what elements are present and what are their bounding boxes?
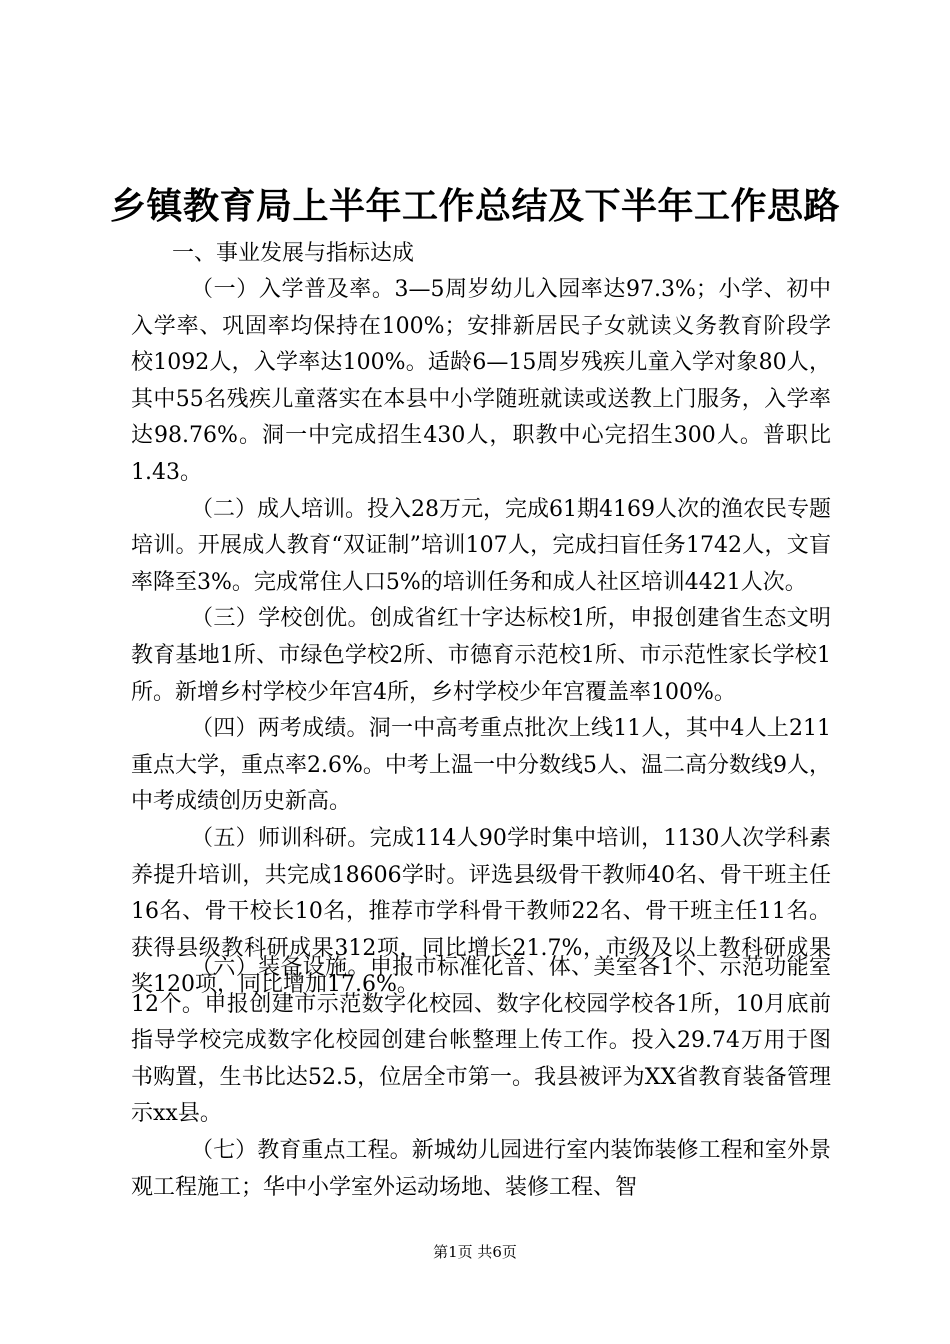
paragraph-exam-results: （四）两考成绩。洞一中高考重点批次上线11人，其中4人上211重点大学，重点率2.6%。中考上温一中分数线5人、温二高分数线9人，中考成绩创历史新高。 [131, 716, 831, 815]
section-heading: 一、事业发展与指标达成 [172, 241, 415, 266]
paragraph-adult-training: （二）成人培训。投入28万元，完成61期4169人次的渔农民专题培训。开展成人教育“双证制”培训107人，完成扫盲任务1742人，文盲率降至3%。完成常住人口5%的培训任务和成人社区培训4421人次。 [131, 496, 831, 595]
paragraph-key-projects: （七）教育重点工程。新城幼儿园进行室内装饰装修工程和室外景观工程施工；华中小学室外运动场地、装修工程、智 [131, 1137, 831, 1200]
paragraph-teacher-training: （五）师训科研。完成114人90学时集中培训，1130人次学科素养提升培训，共完成18606学时。评选县级骨干教师40名、骨干班主任16名、骨干校长10名，推荐市学科骨干教师22名、骨干班主任11名。获得县级教科研成果312项，同比增长21.7%，市级及以上教科研成果奖120项，同比增加17.6%。 [131, 825, 831, 998]
paragraph-equipment: （六）装备设施。申报市标准化音、体、美室各1个、示范功能室12个。申报创建市示范数字化校园、数字化校园学校各1所，10月底前指导学校完成数字化校园创建台帐整理上传工作。投入29.74万用于图书购置，生书比达52.5，位居全市第一。我县被评为XX省教育装备管理示xx县。 [131, 955, 831, 1127]
body-text-block [131, 272, 831, 1004]
page-number-footer: 第1页 共6页 [433, 1243, 517, 1261]
body-text-block-continued [131, 950, 831, 1206]
paragraph-enrollment: （一）入学普及率。3—5周岁幼儿入园率达97.3%；小学、初中入学率、巩固率均保持在100%；安排新居民子女就读义务教育阶段学校1092人，入学率达100%。适龄6—15周岁残疾儿童入学对象80人，其中55名残疾儿童落实在本县中小学随班就读或送教上门服务，入学率达98.76%。洞一中完成招生430人，职教中心完招生300人。普职比1.43。 [131, 277, 831, 485]
paragraph-school-excellence: （三）学校创优。创成省红十字达标校1所，申报创建省生态文明教育基地1所、市绿色学校2所、市德育示范校1所、市示范性家长学校1所。新增乡村学校少年宫4所，乡村学校少年宫覆盖率100%。 [131, 606, 831, 705]
document-title: 乡镇教育局上半年工作总结及下半年工作思路 [109, 185, 840, 227]
